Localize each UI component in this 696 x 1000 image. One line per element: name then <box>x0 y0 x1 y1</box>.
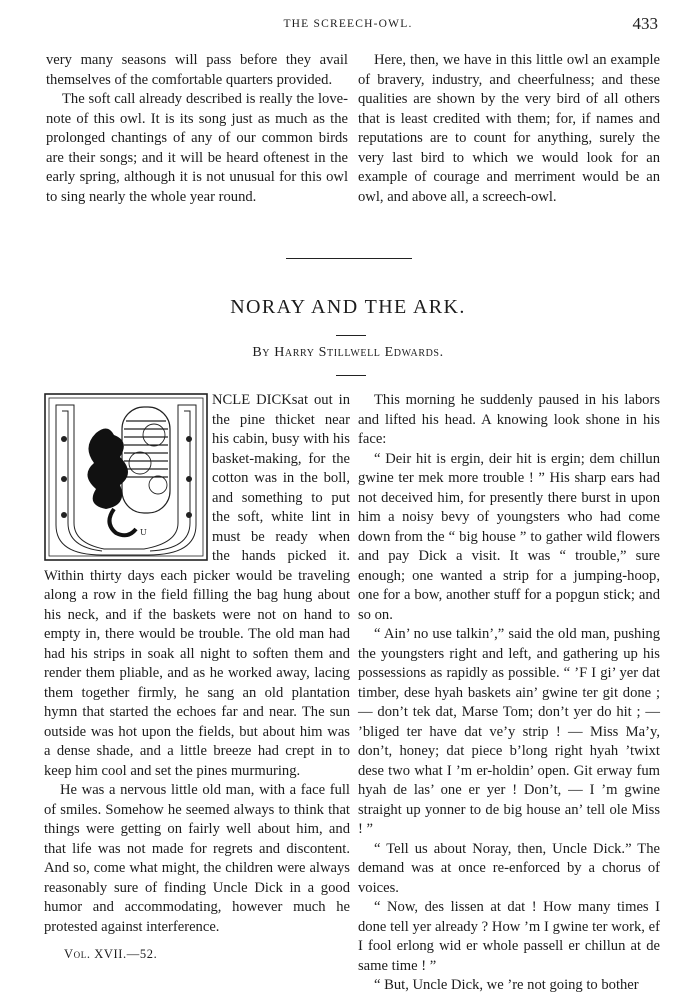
title-rule <box>336 335 366 336</box>
lead-paragraph-text: sat out in the pine thicket near his cabin, busy with his basket-making, for the cotton was in the boll, and something to put the soft, white lint in must be ready when the hands picked it. Within thirty days each picker would be traveling along a row in the field filling the bag hung about his neck, and if the baskets were not on hand to empty in, there would be trouble. The old man had had his strips in soak all night to soften them and render them pliable, and as he worked away, lacing them together firmly, he sang an old plantation hymn that started the echoes far and near. The sun outside was hot upon the fields, but about him was a dense shade, and a little breeze had crept in to keep him cool and set the pines murmuring. <box>44 392 350 779</box>
section-divider <box>286 258 412 259</box>
paragraph: “ But, Uncle Dick, we ’re not going to bother <box>374 977 639 993</box>
paragraph: Here, then, we have in this little owl an example of bravery, industry, and cheerfulness; and these qualities are shown by the very bird of all others that is least credited with them; for, if names and reputations are to count for anything, surely the very last bird to which we would look for an example of courage and merriment would be an owl, and above all, a screech-owl. <box>358 52 660 205</box>
paragraph: “ Deir hit is ergin, deir hit is ergin; dem chillun gwine ter mek more trouble ! ” His sharp ears had not deceived him, for presently there burst in upon him a noisy bevy of youngsters who had come down from the “ big house ” to gather wild flowers and pay Dick a visit. It was “ trouble,” sure enough; one wanted a strip for a jumping-hoop, one for a bow, another stuff for a popgun stick; and so on. <box>358 450 660 623</box>
article-left-column <box>44 391 350 937</box>
previous-article-right-column <box>358 51 660 207</box>
lead-caps: NCLE DICK <box>212 392 292 408</box>
article-right-column <box>358 391 660 996</box>
running-title: THE SCREECH-OWL. <box>283 18 413 30</box>
paragraph: “ Now, des lissen at dat ! How many times I done tell yer already ? How ’m I gwine ter work, ef I fool erlong wid er whole passell er chillun at de same time ! ” <box>358 899 660 974</box>
page-number: 433 <box>632 14 658 33</box>
paragraph: This morning he suddenly paused in his labors and lifted his head. A knowing look shone in his face: <box>358 392 660 447</box>
paragraph: “ Tell us about Noray, then, Uncle Dick.” The demand was at once re-enforced by a chorus of voices. <box>358 840 660 896</box>
previous-article-left-column <box>46 51 348 207</box>
ornamental-dropcap-u <box>44 393 208 561</box>
byline-rule <box>336 375 366 376</box>
dropcap-letter: U <box>140 528 147 537</box>
running-head <box>0 14 696 38</box>
byline: By Harry Stillwell Edwards. <box>252 345 444 360</box>
paragraph: “ Ain’ no use talkin’,” said the old man, pushing the youngsters right and left, and gathering up his possessions as rapidly as possible. “ ’F I gi’ yer dat timber, dese hyah baskets ain’ gwine ter git done ; — don’t tek dat, Marse Tom; don’t yer do hit ; — ’bliged ter have dat ve’y strip ! — Miss Ma’y, don’t, honey; dat piece b’long right hyah ’twixt dese two what I ’m er-holdin’ open. Git erway fum hyah de las’ one er yer ! Don’t, — I ’m gwine straight up yonner to de big house an’ tell ole Miss ! ” <box>358 626 660 837</box>
volume-folio: Vol. XVII.—52. <box>64 947 158 961</box>
article-title: NORAY AND THE ARK. <box>230 296 466 318</box>
paragraph: The soft call already described is really the love-note of this owl. It is its song just as much as the prolonged chantings of any of our common birds are their songs; and it will be heard oftenest in the early spring, although it is not unusual for this owl to sing nearly the whole year round. <box>46 91 348 205</box>
paragraph: very many seasons will pass before they avail themselves of the comfortable quarters provided. <box>46 52 348 88</box>
paragraph: He was a nervous little old man, with a face full of smiles. Somehow he seemed always to think that things were getting on fairly well about him, and that life was not made for regrets and discontent. And so, come what might, the children were always reasonably sure of finding Uncle Dick in a good humor and accommodating, however much he protested against interference. <box>44 782 350 935</box>
